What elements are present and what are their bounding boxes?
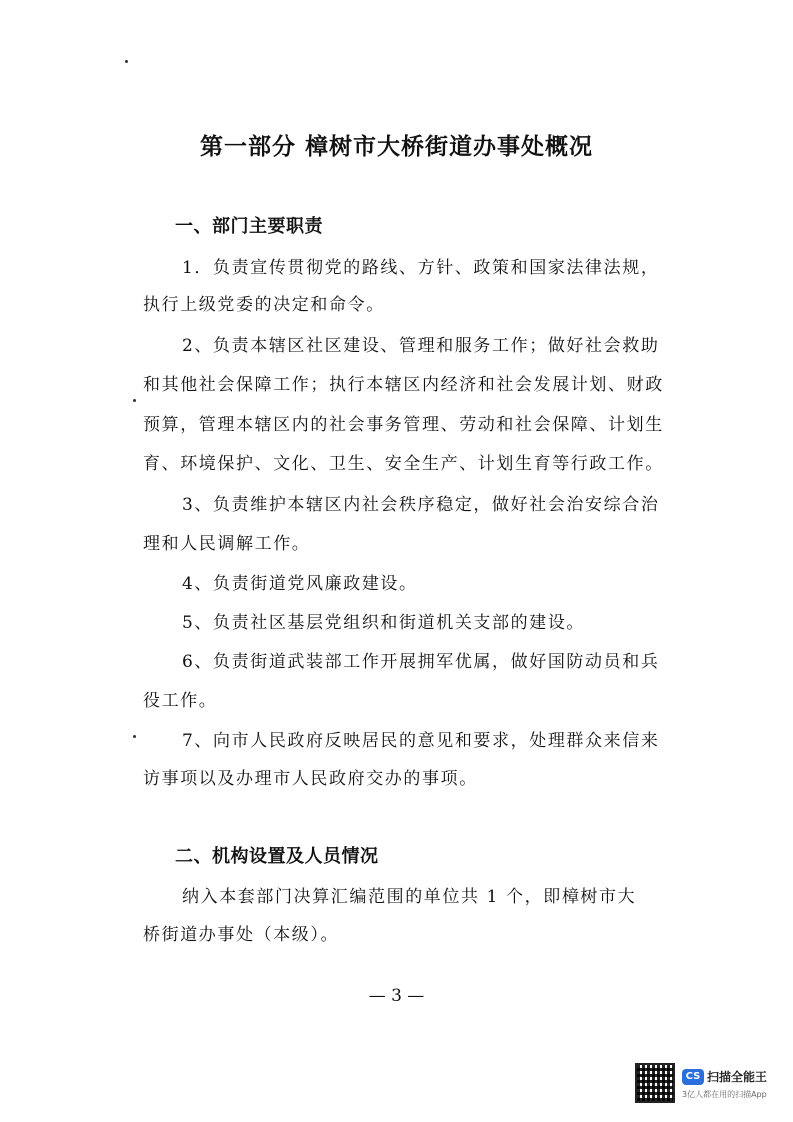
section-heading-duties: 一、部门主要职责 (175, 216, 323, 237)
duty-4-line-1: 4、负责街道党风廉政建设。 (182, 574, 418, 594)
section-heading-organization: 二、机构设置及人员情况 (175, 846, 379, 867)
watermark-tagline: 3亿人都在用的扫描App (682, 1090, 767, 1099)
duty-7-line-2: 访事项以及办理市人民政府交办的事项。 (143, 769, 478, 789)
duty-1-line-2: 执行上级党委的决定和命令。 (143, 295, 385, 315)
duty-5-line-1: 5、负责社区基层党组织和街道机关支部的建设。 (182, 613, 586, 633)
watermark-app-name: 扫描全能王 (707, 1070, 768, 1084)
scan-speck (133, 399, 136, 402)
duty-1-line-1: 1．负责宣传贯彻党的路线、方针、政策和国家法律法规， (182, 258, 660, 278)
duty-2-line-3: 预算，管理本辖区内的社会事务管理、劳动和社会保障、计划生 (143, 415, 664, 435)
duty-2-line-2: 和其他社会保障工作；执行本辖区内经济和社会发展计划、财政 (143, 375, 664, 395)
scan-speck (133, 735, 136, 738)
organization-line-2: 桥街道办事处（本级）。 (143, 925, 340, 945)
duty-7-line-1: 7、向市人民政府反映居民的意见和要求，处理群众来信来 (182, 731, 660, 751)
scan-speck (125, 60, 128, 63)
duty-3-line-2: 理和人民调解工作。 (143, 534, 311, 554)
qr-code-icon (635, 1063, 675, 1103)
duty-2-line-1: 2、负责本辖区社区建设、管理和服务工作；做好社会救助 (182, 336, 660, 356)
camscanner-logo-icon: CS (682, 1069, 704, 1085)
duty-6-line-2: 役工作。 (143, 691, 218, 711)
organization-line-1: 纳入本套部门决算汇编范围的单位共 1 个，即樟树市大 (182, 887, 637, 907)
page-number: — 3 — (368, 986, 425, 1006)
page-title: 第一部分 樟树市大桥街道办事处概况 (199, 134, 593, 160)
duty-2-line-4: 育、环境保护、文化、卫生、安全生产、计划生育等行政工作。 (143, 454, 664, 474)
duty-6-line-1: 6、负责街道武装部工作开展拥军优属，做好国防动员和兵 (182, 652, 660, 672)
duty-3-line-1: 3、负责维护本辖区内社会秩序稳定，做好社会治安综合治 (182, 495, 660, 515)
